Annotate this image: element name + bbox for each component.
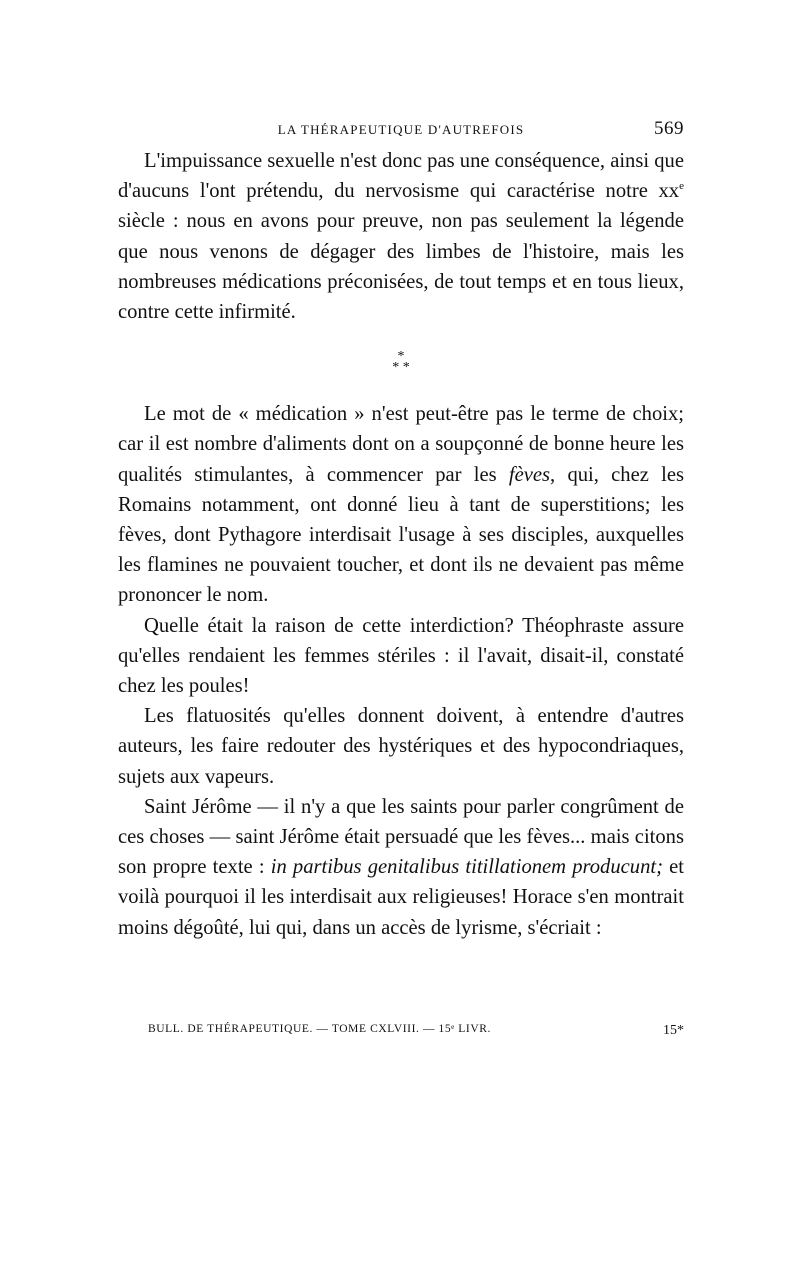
paragraph-1	[118, 146, 684, 327]
body-text	[118, 146, 684, 943]
signature-mark: 15*	[663, 1023, 684, 1038]
book-page	[118, 118, 685, 1038]
page-footer	[118, 1023, 684, 1043]
paragraph-5-text-b: et voilà pourquoi il les interdisait aux religieuses! Horace s'en montrait moins dégoûté, lui qui, dans un accès de lyrisme, s'écriait :	[118, 856, 684, 939]
paragraph-4: Les flatuosités qu'elles donnent doivent, à entendre d'autres auteurs, les faire redouter des hystériques et des hypocondriaques, sujets aux vapeurs.	[118, 705, 684, 788]
asterism-divider	[118, 349, 684, 376]
paragraph-5	[118, 792, 684, 943]
paragraph-1-text-b: siècle : nous en avons pour preuve, non pas seulement la légende que nous venons de dégager des limbes de l'histoire, mais les nombreuses médications préconisées, de tout temps et en tous lieux, contre cette infirmité.	[118, 210, 684, 324]
asterism-bottom: * *	[392, 360, 410, 376]
paragraph-2-text-b: , qui, chez les Romains notamment, ont donné lieu à tant de superstitions; les fèves, dont Pythagore interdisait l'usage à ses disciples, auxquelles les flamines ne pouvaient toucher, et dont ils ne devaient pas même prononcer le nom.	[118, 463, 685, 607]
paragraph-1-text-a: L'impuissance sexuelle n'est donc pas une conséquence, ainsi que d'aucuns l'ont prétendu, du nervosisme qui caractérise notre xx	[118, 150, 684, 203]
running-title: LA THÉRAPEUTIQUE D'AUTREFOIS	[277, 122, 525, 137]
paragraph-2	[118, 399, 684, 610]
running-head	[118, 118, 684, 146]
paragraph-2-italic: fèves	[508, 463, 551, 486]
latin-quote: in partibus genitalibus titillationem producunt;	[270, 856, 663, 879]
asterism-top: *	[397, 349, 405, 365]
century-superscript: e	[679, 180, 684, 193]
paragraph-2-text-a: Le mot de « médication » n'est peut-être pas le terme de choix; car il est nombre d'aliments dont on a soupçonné de bonne heure les qualités stimulantes, à commencer par les	[118, 403, 684, 486]
paragraph-3: Quelle était la raison de cette interdiction? Théophraste assure qu'elles rendaient les femmes stériles : il l'avait, disait-il, constaté chez les poules!	[118, 614, 684, 698]
paragraph-5-text-a: Saint Jérôme — il n'y a que les saints pour parler congrûment de ces choses — saint Jérôme était persuadé que les fèves... mais citons son propre texte :	[118, 795, 684, 879]
bulletin-reference: BULL. DE THÉRAPEUTIQUE. — TOME CXLVIII. — 15ᵉ LIVR.	[148, 1023, 491, 1035]
page-number: 569	[654, 118, 684, 139]
